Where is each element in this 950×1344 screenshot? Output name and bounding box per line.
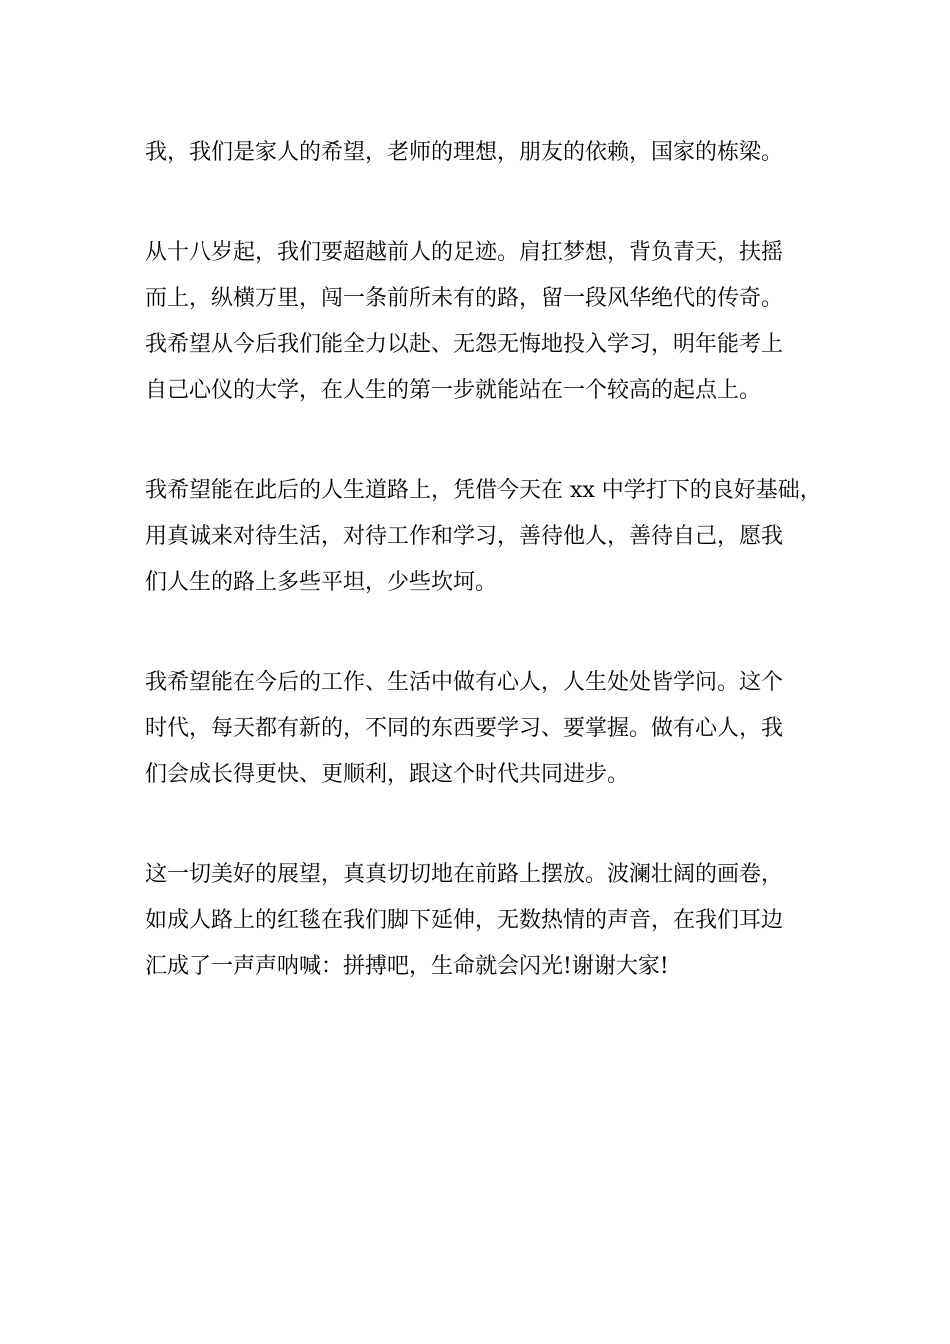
text-line: 用真诚来对待生活，对待工作和学习，善待他人，善待自己，愿我 — [145, 524, 784, 549]
text-line: 我希望能在此后的人生道路上，凭借今天在 xx 中学打下的良好基础， — [145, 478, 822, 503]
document-body — [145, 130, 830, 990]
text-line: 这一切美好的展望，真真切切地在前路上摆放。波澜壮阔的画卷， — [145, 862, 784, 887]
text-line: 而上，纵横万里，闯一条前所未有的路，留一段风华绝代的传奇。 — [145, 286, 784, 311]
paragraph-5 — [145, 852, 830, 990]
paragraph-2 — [145, 230, 830, 414]
text-line: 自己心仪的大学，在人生的第一步就能站在一个较高的起点上。 — [145, 378, 762, 403]
text-line: 我，我们是家人的希望，老师的理想，朋友的依赖，国家的栋梁。 — [145, 140, 784, 165]
text-line: 从十八岁起，我们要超越前人的足迹。肩扛梦想，背负青天，扶摇 — [145, 240, 784, 265]
text-line: 们人生的路上多些平坦，少些坎坷。 — [145, 570, 498, 595]
paragraph-1 — [145, 130, 830, 176]
text-line: 如成人路上的红毯在我们脚下延伸，无数热情的声音，在我们耳边 — [145, 908, 784, 933]
paragraph-3 — [145, 468, 830, 606]
text-line: 汇成了一声声呐喊：拼搏吧，生命就会闪光!谢谢大家! — [145, 954, 669, 979]
text-line: 们会成长得更快、更顺利，跟这个时代共同进步。 — [145, 762, 630, 787]
text-line: 时代，每天都有新的，不同的东西要学习、要掌握。做有心人，我 — [145, 716, 784, 741]
text-line: 我希望能在今后的工作、生活中做有心人，人生处处皆学问。这个 — [145, 670, 784, 695]
paragraph-4 — [145, 660, 830, 798]
text-line: 我希望从今后我们能全力以赴、无怨无悔地投入学习，明年能考上 — [145, 332, 784, 357]
